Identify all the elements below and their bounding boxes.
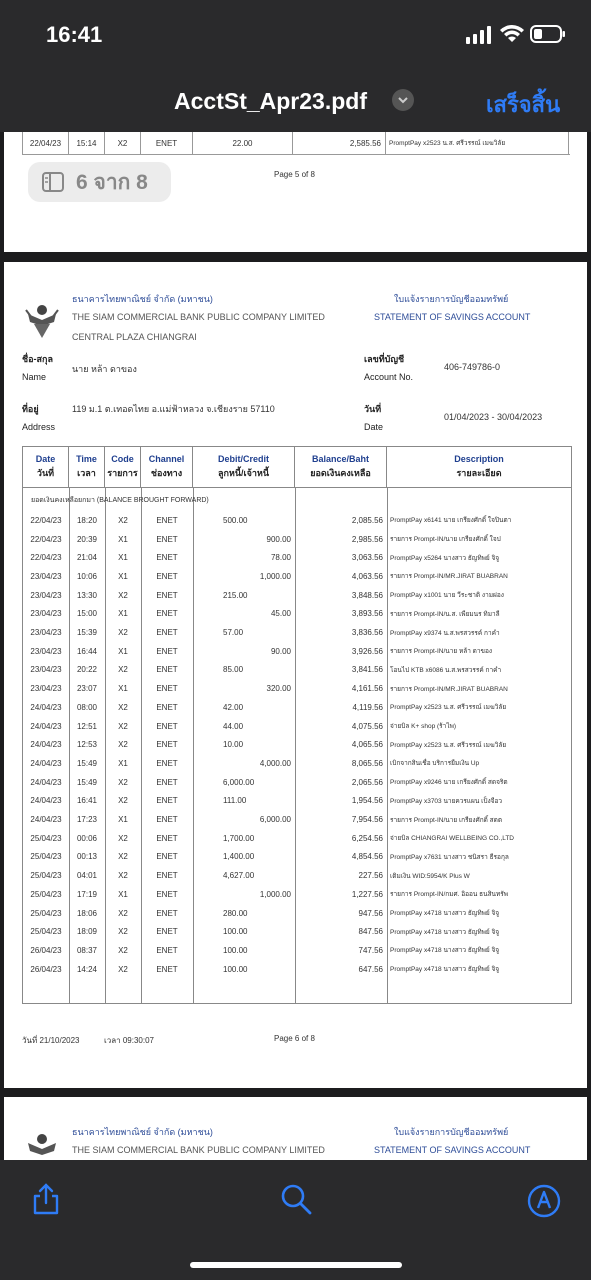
account-number: 406-749786-0: [444, 362, 501, 372]
date-cell: 24/04/23: [30, 796, 62, 806]
description-cell: รายการ Prompt-IN/MR.JIRAT BUABRAN: [390, 573, 508, 581]
address-value: 119 ม.1 ต.เทอดไทย อ.แม่ฟ้าหลวง จ.เชียงราย 57110: [72, 404, 275, 414]
status-bar: [0, 0, 591, 70]
statement-title-thai: ใบแจ้งรายการบัญชีออมทรัพย์: [394, 294, 509, 304]
code-cell: X1: [118, 609, 128, 619]
page-number: Page 6 of 8: [274, 1034, 315, 1043]
channel-cell: ENET: [156, 590, 178, 600]
description-cell: PromptPay x1001 นาย วีระชาติ งามผ่อง: [390, 592, 504, 600]
channel-cell: ENET: [156, 740, 178, 750]
channel-cell: ENET: [156, 908, 178, 918]
balance-cell: 4,075.56: [351, 721, 383, 731]
debit-credit-cell: 10.00: [223, 740, 244, 750]
debit-credit-cell: 90.00: [270, 646, 291, 656]
description-cell: เบิกจากสินเชื่อ บริการยืมเงิน Up: [390, 760, 480, 768]
code-cell: X2: [118, 740, 128, 750]
debit-credit-cell: 4,627.00: [223, 871, 255, 881]
code-cell: X2: [118, 871, 128, 881]
balance-cell: 2,085.56: [351, 515, 383, 525]
balance-cell: 3,836.56: [351, 628, 383, 638]
description-cell: PromptPay x6141 นาย เกรียงศักดิ์ ใจปินตา: [390, 517, 512, 525]
channel-cell: ENET: [156, 553, 178, 563]
channel-cell: ENET: [156, 927, 178, 937]
code-cell: X2: [118, 796, 128, 806]
time-cell: 23:07: [76, 684, 98, 694]
code-cell: X2: [118, 721, 128, 731]
time-cell: 08:37: [76, 945, 98, 955]
battery-icon: [530, 25, 566, 43]
channel-cell: ENET: [141, 132, 193, 154]
table-row: [23, 866, 571, 885]
date-cell: 23/04/23: [30, 646, 62, 656]
code-cell: X2: [118, 702, 128, 712]
date-label: Date: [364, 422, 384, 432]
debit-credit-cell: 6,000.00: [223, 777, 255, 787]
time-cell: 15:14: [69, 132, 105, 154]
code-cell: X2: [118, 945, 128, 955]
channel-cell: ENET: [156, 609, 178, 619]
debit-credit-cell: 900.00: [266, 534, 291, 544]
debit-credit-cell: 44.00: [223, 721, 244, 731]
channel-cell: ENET: [156, 646, 178, 656]
date-cell: 24/04/23: [30, 777, 62, 787]
debit-credit-cell: 45.00: [270, 609, 291, 619]
debit-credit-cell: 57.00: [223, 628, 244, 638]
channel-cell: ENET: [156, 758, 178, 768]
description-cell: รายการ Prompt-IN/นาย หล้า ดาของ: [390, 648, 493, 656]
channel-cell: ENET: [156, 628, 178, 638]
balance-cell: 1,227.56: [351, 889, 383, 899]
cellular-signal-icon: [466, 26, 492, 44]
header-code-en: Code: [111, 454, 134, 464]
table-row: [23, 792, 571, 811]
date-cell: 22/04/23: [23, 132, 69, 154]
debit-credit-cell: 6,000.00: [259, 815, 291, 825]
time-cell: 00:06: [76, 833, 98, 843]
date-cell: 24/04/23: [30, 758, 62, 768]
date-cell: 26/04/23: [30, 945, 62, 955]
date-cell: 22/04/23: [30, 515, 62, 525]
balance-cell: 8,065.56: [351, 758, 383, 768]
table-row: [23, 848, 571, 867]
balance-cell: 4,119.56: [352, 702, 383, 712]
table-row: [23, 698, 571, 717]
description-cell: PromptPay x2523 น.ส. ศรีวรรณ์ เมฆวิลัย: [390, 741, 507, 749]
debit-credit-cell: 500.00: [223, 515, 248, 525]
time-cell: 17:23: [76, 815, 98, 825]
account-holder-name: นาย หล้า ดาของ: [72, 364, 137, 374]
channel-cell: ENET: [156, 515, 178, 525]
table-row: [23, 511, 571, 530]
debit-credit-cell: 1,400.00: [223, 852, 255, 862]
table-row: [23, 941, 571, 960]
date-cell: 24/04/23: [30, 721, 62, 731]
transactions-table: [22, 446, 572, 1004]
time-cell: 18:09: [76, 927, 98, 937]
statement-period: 01/04/2023 - 30/04/2023: [444, 412, 543, 422]
name-label-thai: ชื่อ-สกุล: [22, 354, 53, 364]
search-icon[interactable]: [279, 1182, 313, 1216]
balance-brought-forward: ยอดเงินคงเหลือยกมา (BALANCE BROUGHT FORWARD): [31, 497, 209, 504]
table-row: [23, 829, 571, 848]
table-row: [23, 661, 571, 680]
account-label-thai: เลขที่บัญชี: [364, 354, 405, 364]
navigation-bar: [0, 70, 591, 132]
balance-cell: 647.56: [358, 964, 383, 974]
date-cell: 25/04/23: [30, 852, 62, 862]
time-cell: 13:30: [76, 590, 98, 600]
date-cell: 25/04/23: [30, 927, 62, 937]
document-title[interactable]: AcctSt_Apr23.pdf: [174, 88, 367, 114]
channel-cell: ENET: [156, 534, 178, 544]
time-cell: 18:20: [76, 515, 98, 525]
date-cell: 22/04/23: [30, 534, 62, 544]
header-time: [69, 447, 105, 487]
page-counter-badge: [28, 162, 171, 202]
table-row: [23, 754, 571, 773]
bank-name-english: THE SIAM COMMERCIAL BANK PUBLIC COMPANY LIMITED: [72, 1145, 325, 1155]
time-cell: 21:04: [76, 553, 98, 563]
date-cell: 23/04/23: [30, 571, 62, 581]
code-cell: X2: [105, 132, 141, 154]
header-time-en: Time: [76, 454, 97, 464]
code-cell: X1: [118, 684, 128, 694]
balance-cell: 4,161.56: [351, 684, 383, 694]
channel-cell: ENET: [156, 571, 178, 581]
time-cell: 18:06: [76, 908, 98, 918]
table-row: [23, 960, 571, 979]
channel-cell: ENET: [156, 871, 178, 881]
code-cell: X1: [118, 758, 128, 768]
code-cell: X2: [118, 908, 128, 918]
time-cell: 00:13: [76, 852, 98, 862]
table-row: [23, 642, 571, 661]
sidebar-icon: [42, 172, 64, 192]
clock: 16:41: [46, 22, 103, 47]
date-cell: 26/04/23: [30, 964, 62, 974]
description-cell: รายการ Prompt-IN/กมศ. อิออน ธนสินทรัพ: [390, 891, 509, 899]
statement-title-english: STATEMENT OF SAVINGS ACCOUNT: [374, 312, 531, 322]
code-cell: X1: [118, 553, 128, 563]
wifi-icon: [500, 24, 524, 44]
time-cell: 14:24: [76, 964, 98, 974]
code-cell: X1: [118, 815, 128, 825]
date-cell: 24/04/23: [30, 740, 62, 750]
balance-cell: 3,063.56: [351, 553, 383, 563]
code-cell: X2: [118, 833, 128, 843]
channel-cell: ENET: [156, 702, 178, 712]
header-code-th: รายการ: [107, 468, 138, 478]
code-cell: X2: [118, 590, 128, 600]
description-cell: PromptPay x4718 นางสาว ธัญทิพย์ จิจู: [390, 947, 500, 955]
channel-cell: ENET: [156, 833, 178, 843]
date-cell: 25/04/23: [30, 908, 62, 918]
code-cell: X1: [118, 889, 128, 899]
time-cell: 12:53: [76, 740, 98, 750]
time-cell: 04:01: [76, 871, 98, 881]
table-row: [23, 717, 571, 736]
date-cell: 23/04/23: [30, 684, 62, 694]
description-cell: PromptPay x9374 น.ส.พรสวรรค์ กาคำ: [390, 629, 500, 637]
code-cell: X1: [118, 571, 128, 581]
code-cell: X2: [118, 515, 128, 525]
description-cell: PromptPay x4718 นางสาว ธัญทิพย์ จิจู: [390, 966, 500, 974]
code-cell: X2: [118, 628, 128, 638]
balance-cell: 6,254.56: [351, 833, 383, 843]
debit-credit-cell: 4,000.00: [259, 758, 291, 768]
bank-logo-icon: [24, 300, 60, 340]
name-label: Name: [22, 372, 47, 382]
debit-credit-cell: 280.00: [223, 908, 248, 918]
code-cell: X2: [118, 852, 128, 862]
header-balance: [295, 447, 387, 487]
description-cell: เติมเงิน WID:5954/K Plus W: [390, 872, 470, 880]
debit-credit-cell: 111.00: [223, 796, 247, 806]
time-cell: 12:51: [76, 721, 98, 731]
branch-name: CENTRAL PLAZA CHIANGRAI: [72, 332, 197, 342]
statement-title-english: STATEMENT OF SAVINGS ACCOUNT: [374, 1145, 531, 1155]
header-date: [23, 447, 69, 487]
header-code: [105, 447, 141, 487]
balance-cell: 3,926.56: [351, 646, 383, 656]
description-cell: PromptPay x7631 นางสาว ชนิสรา ธีรอกุล: [390, 853, 509, 861]
header-channel-en: Channel: [148, 454, 185, 464]
table-row: [23, 904, 571, 923]
debit-credit-cell: 100.00: [223, 927, 248, 937]
balance-cell: 4,854.56: [351, 852, 383, 862]
date-cell: 25/04/23: [30, 889, 62, 899]
header-description: [387, 447, 571, 487]
time-cell: 15:39: [76, 628, 98, 638]
balance-cell: 7,954.56: [351, 815, 383, 825]
debit-credit-cell: 320.00: [266, 684, 291, 694]
date-cell: 24/04/23: [30, 702, 62, 712]
header-date-th: วันที่: [36, 468, 55, 478]
table-row: [23, 586, 571, 605]
debit-credit-cell: 78.00: [270, 553, 291, 563]
debit-credit-cell: 215.00: [223, 590, 248, 600]
print-date: วันที่ 21/10/2023: [22, 1036, 80, 1045]
balance-cell: 2,985.56: [351, 534, 383, 544]
header-channel-th: ช่องทาง: [150, 468, 183, 478]
balance-cell: 3,848.56: [351, 590, 383, 600]
date-cell: 22/04/23: [30, 553, 62, 563]
date-cell: 23/04/23: [30, 590, 62, 600]
description-cell: PromptPay x2523 น.ส. ศรีวรรณ์ เมฆวิลัย: [385, 132, 569, 154]
date-cell: 23/04/23: [30, 665, 62, 675]
balance-cell: 4,065.56: [351, 740, 383, 750]
balance-cell: 947.56: [358, 908, 383, 918]
markup-icon[interactable]: [527, 1184, 561, 1218]
header-debit-credit: [193, 447, 295, 487]
table-row: [22, 132, 569, 154]
chevron-down-icon[interactable]: [392, 89, 414, 111]
debit-credit-cell: 85.00: [223, 665, 244, 675]
table-row: [23, 922, 571, 941]
table-row: [23, 548, 571, 567]
time-cell: 15:49: [76, 758, 98, 768]
pdf-viewer[interactable]: [0, 132, 591, 1160]
description-cell: PromptPay x5264 นางสาว ธัญทิพย์ จิจู: [390, 554, 500, 562]
bank-name-thai: ธนาคารไทยพาณิชย์ จำกัด (มหาชน): [72, 294, 213, 304]
channel-cell: ENET: [156, 852, 178, 862]
date-cell: 23/04/23: [30, 609, 62, 619]
description-cell: รายการ Prompt-IN/น.ส. เพียมนร ทิมาลี: [390, 610, 500, 618]
time-cell: 16:41: [76, 796, 98, 806]
table-row: [23, 605, 571, 624]
header-time-th: เวลา: [77, 468, 96, 478]
description-cell: PromptPay x3703 นายควรแผน เป็งจือว: [390, 797, 502, 805]
description-cell: รายการ Prompt-IN/นาย เกรียงศักดิ์ สดต: [390, 816, 503, 824]
date-cell: 25/04/23: [30, 833, 62, 843]
balance-cell: 747.56: [358, 945, 383, 955]
header-balance-th: ยอดเงินคงเหลือ: [310, 468, 371, 478]
date-label-thai: วันที่: [364, 404, 382, 414]
time-cell: 08:00: [76, 702, 98, 712]
header-balance-en: Balance/Baht: [311, 454, 370, 464]
table-row: [23, 623, 571, 642]
address-label: Address: [22, 422, 56, 432]
bank-logo-icon: [24, 1129, 60, 1160]
channel-cell: ENET: [156, 684, 178, 694]
channel-cell: ENET: [156, 721, 178, 731]
date-cell: 23/04/23: [30, 628, 62, 638]
time-cell: 20:22: [76, 665, 98, 675]
home-indicator[interactable]: [190, 1262, 402, 1268]
channel-cell: ENET: [156, 945, 178, 955]
table-row: [23, 810, 571, 829]
code-cell: X2: [118, 777, 128, 787]
done-button[interactable]: เสร็จสิ้น: [486, 92, 561, 117]
pdf-page-7: [4, 1097, 587, 1160]
time-cell: 15:49: [76, 777, 98, 787]
channel-cell: ENET: [156, 777, 178, 787]
debit-cell: 22.00: [193, 132, 293, 154]
time-cell: 17:19: [76, 889, 98, 899]
balance-cell: 847.56: [358, 927, 383, 937]
balance-cell: 3,893.56: [351, 609, 383, 619]
description-cell: PromptPay x9246 นาย เกรียงศักดิ์ สดจริต: [390, 779, 508, 787]
pdf-page-6: [4, 262, 587, 1088]
time-cell: 16:44: [76, 646, 98, 656]
code-cell: X2: [118, 927, 128, 937]
channel-cell: ENET: [156, 796, 178, 806]
code-cell: X2: [118, 964, 128, 974]
header-desc-th: รายละเอียด: [456, 468, 502, 478]
debit-credit-cell: 42.00: [223, 702, 244, 712]
description-cell: โอนไป KTB x6086 น.ส.พรสวรรค์ กาคำ: [390, 666, 502, 674]
channel-cell: ENET: [156, 665, 178, 675]
code-cell: X1: [118, 534, 128, 544]
header-debit-th: ลูกหนี้/เจ้าหนี้: [217, 468, 270, 478]
account-label: Account No.: [364, 372, 414, 382]
debit-credit-cell: 100.00: [223, 964, 248, 974]
time-cell: 15:00: [76, 609, 98, 619]
balance-cell: 3,841.56: [351, 665, 383, 675]
debit-credit-cell: 1,000.00: [259, 571, 291, 581]
date-cell: 24/04/23: [30, 815, 62, 825]
debit-credit-cell: 1,000.00: [259, 889, 291, 899]
description-cell: รายการ Prompt-IN/MR.JIRAT BUABRAN: [390, 685, 508, 693]
description-cell: จ่ายบิล K+ shop (ร้าไพ): [390, 723, 457, 731]
table-bottom-border: [22, 154, 570, 155]
channel-cell: ENET: [156, 815, 178, 825]
table-row: [23, 679, 571, 698]
address-label-thai: ที่อยู่: [22, 404, 39, 414]
page-number: Page 5 of 8: [274, 170, 315, 179]
time-cell: 20:39: [76, 534, 98, 544]
balance-cell: 227.56: [358, 871, 383, 881]
description-cell: PromptPay x4718 นางสาว ธัญทิพย์ จิจู: [390, 928, 500, 936]
table-row: [23, 530, 571, 549]
date-cell: 25/04/23: [30, 871, 62, 881]
share-icon[interactable]: [29, 1182, 63, 1216]
description-cell: รายการ Prompt-IN/นาย เกรียงศักดิ์ ใจป: [390, 536, 501, 544]
description-cell: PromptPay x4718 นางสาว ธัญทิพย์ จิจู: [390, 910, 500, 918]
balance-cell: 2,065.56: [351, 777, 383, 787]
table-row: [23, 773, 571, 792]
debit-credit-cell: 100.00: [223, 945, 248, 955]
header-date-en: Date: [35, 454, 56, 464]
page-counter-text: 6 จาก 8: [76, 170, 148, 194]
table-row: [23, 885, 571, 904]
time-cell: 10:06: [76, 571, 98, 581]
header-debit-en: Debit/Credit: [217, 454, 269, 464]
bank-name-english: THE SIAM COMMERCIAL BANK PUBLIC COMPANY LIMITED: [72, 312, 325, 322]
description-cell: จ่ายบิล CHIANGRAI WELLBEING CO.,LTD: [390, 835, 514, 843]
balance-cell: 2,585.56: [349, 138, 381, 148]
header-channel: [141, 447, 193, 487]
table-row: [23, 567, 571, 586]
table-row: [23, 735, 571, 754]
channel-cell: ENET: [156, 964, 178, 974]
header-desc-en: Description: [454, 454, 504, 464]
balance-cell: 1,954.56: [351, 796, 383, 806]
code-cell: X1: [118, 646, 128, 656]
balance-cell: 4,063.56: [351, 571, 383, 581]
description-cell: PromptPay x2523 น.ส. ศรีวรรณ์ เมฆวิลัย: [390, 704, 507, 712]
statement-title-thai: ใบแจ้งรายการบัญชีออมทรัพย์: [394, 1127, 509, 1137]
code-cell: X2: [118, 665, 128, 675]
channel-cell: ENET: [156, 889, 178, 899]
print-time: เวลา 09:30:07: [104, 1036, 154, 1045]
debit-credit-cell: 1,700.00: [223, 833, 255, 843]
bank-name-thai: ธนาคารไทยพาณิชย์ จำกัด (มหาชน): [72, 1127, 213, 1137]
